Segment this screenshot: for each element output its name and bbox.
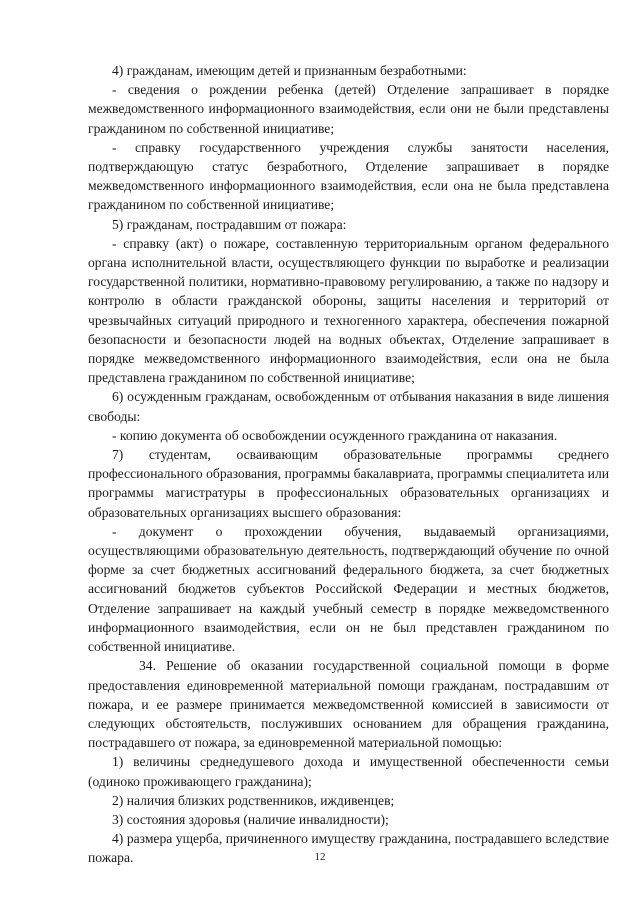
paragraph-criterion-4: 4) размера ущерба, причиненного имуществу гражданина, пострадавшего вследствие пожара.: [88, 831, 609, 866]
paragraph-item-4-heading: 4) гражданам, имеющим детей и признанным безработными:: [112, 63, 467, 78]
paragraph-study-document: - документ о прохождении обучения, выдаваемый организациями, осуществляющими образовательную деятельность, подтверждающий обучение по очной форме за счет бюджетных ассигнований федерального бюджета, за счет бюджетных ассигнований бюджетов субъектов Российской Федерации и местных бюджетов, Отделение запрашивает на каждый учебный семестр в порядке межведомственного информационного взаимодействия, если он не был представлен гражданином по собственной инициативе.: [88, 523, 609, 655]
paragraph-criterion-3: 3) состояния здоровья (наличие инвалидности);: [112, 811, 389, 827]
paragraph-item-6-heading: 6) осужденным гражданам, освобожденным от отбывания наказания в виде лишения свободы:: [88, 389, 609, 424]
paragraph-child-birth-info: - сведения о рождении ребенка (детей) Отделение запрашивает в порядке межведомственного информационного взаимодействия, если они не были представлены гражданином по собственной инициативе;: [88, 82, 609, 136]
paragraph-item-7-heading: 7) студентам, осваивающим образовательные программы среднего профессионального образования, программы бакалавриата, программы специалитета или программы магистратуры в профессиональных образовательных организациях и образовательных организациях высшего образования:: [88, 447, 610, 520]
paragraph-criterion-2: 2) наличия близких родственников, иждивенцев;: [112, 792, 395, 808]
paragraph-unemployment-certificate: - справку государственного учреждения службы занятости населения, подтверждающую статус безработного, Отделение запрашивает в порядке межведомственного информационного взаимодействия, если она не была представлена гражданином по собственной инициативе;: [88, 139, 609, 213]
paragraph-criterion-1: 1) величины среднедушевого дохода и имущественной обеспеченности семьи (одиноко проживающего гражданина);: [88, 754, 609, 789]
paragraph-item-34: 34. Решение об оказании государственной социальной помощи в форме предоставления единовременной материальной помощи гражданам, пострадавшим от пожара, и ее размере принимается межведомственной комиссией в зависимости от следующих обстоятельств, послуживших основанием для обращения гражданина, пострадавшего от пожара, за единовременной материальной помощью:: [88, 658, 609, 751]
page-number: 12: [314, 851, 326, 863]
paragraph-fire-certificate: - справку (акт) о пожаре, составленную территориальным органом федерального органа исполнительной власти, осуществляющего функции по выработке и реализации государственной политики, нормативно-правовому регулированию, а также по надзору и контролю в области гражданской обороны, защиты населения и территорий от чрезвычайных ситуаций природного и техногенного характера, обеспечения пожарной безопасности и безопасности людей на водных объектах, Отделение запрашивает в порядке межведомственного информационного взаимодействия, если она не была представлена гражданином по собственной инициативе;: [88, 235, 609, 386]
paragraph-item-5-heading: 5) гражданам, пострадавшим от пожара:: [112, 216, 347, 232]
document-body: [88, 61, 609, 868]
paragraph-release-document: - копию документа об освобождении осужденного гражданина от наказания.: [112, 427, 558, 443]
